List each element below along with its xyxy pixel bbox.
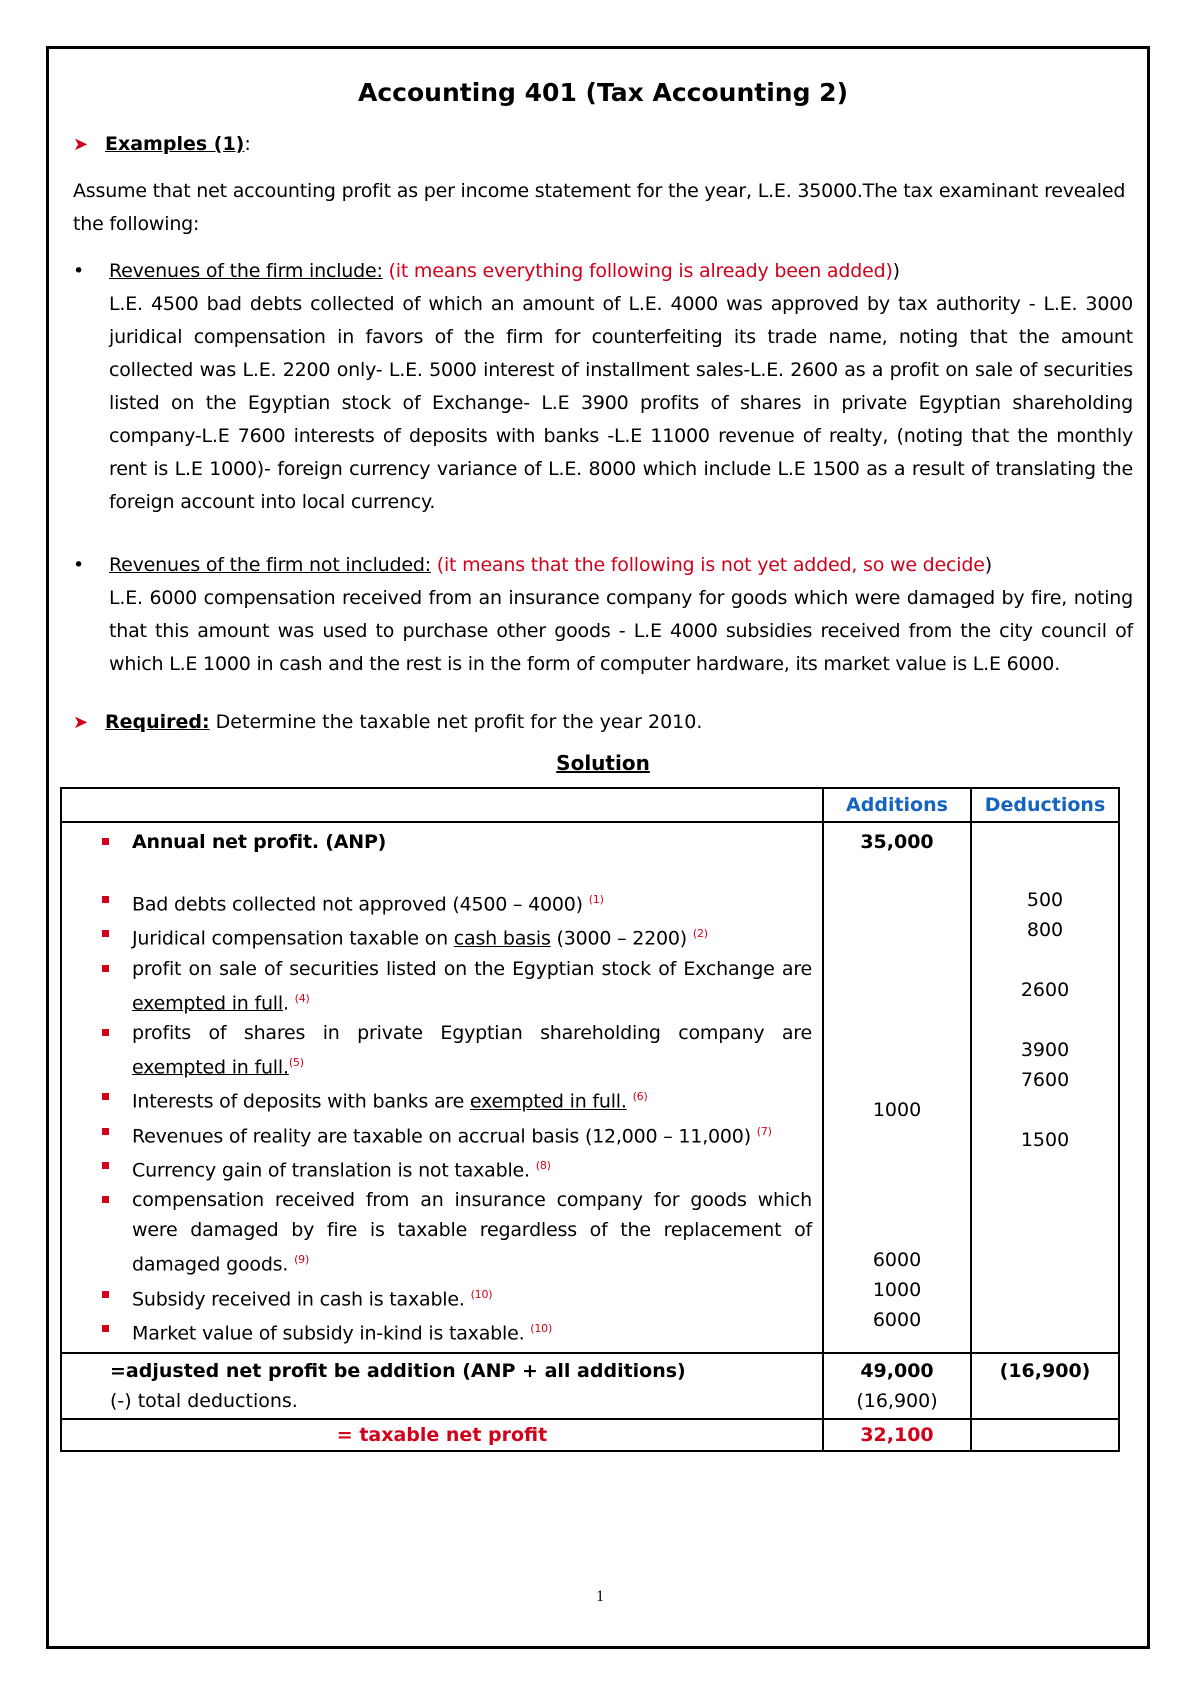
taxable-label: = taxable net profit — [61, 1419, 823, 1451]
addition-value: 6000 — [872, 1249, 922, 1271]
item-text-underlined: cash basis — [453, 927, 551, 950]
adjusted-additions-value: 49,000 — [860, 1360, 934, 1383]
list-item — [98, 1314, 812, 1348]
list-item — [98, 1082, 812, 1116]
footnote-marker: (10) — [530, 1321, 553, 1335]
taxable-row — [61, 1419, 1119, 1451]
description-cell — [61, 822, 823, 1353]
deduction-value: 800 — [1026, 919, 1064, 941]
list-item — [98, 1018, 812, 1082]
total-deductions-value: (16,900) — [856, 1390, 938, 1413]
required-row — [73, 711, 1133, 733]
anp-value: 35,000 — [860, 831, 934, 853]
item-text: (3000 – 2200) — [550, 927, 688, 950]
list-item — [98, 885, 812, 919]
taxable-value: 32,100 — [823, 1419, 971, 1451]
page-title: Accounting 401 (Tax Accounting 2) — [357, 78, 848, 107]
bullet-dot-icon: • — [73, 554, 85, 576]
item-text: Subsidy received in cash is taxable. — [132, 1287, 465, 1310]
list-item — [98, 919, 812, 953]
adjusted-label: =adjusted net profit be addition (ANP + all additions) — [110, 1360, 686, 1383]
square-bullet-icon — [98, 1117, 132, 1151]
item-text: Interests of deposits with banks are — [132, 1090, 470, 1113]
not-included-revenues-block — [73, 549, 1133, 681]
footnote-marker: (1) — [588, 893, 604, 906]
footnote-marker: (5) — [288, 1055, 304, 1069]
footnote-marker: (8) — [535, 1158, 551, 1172]
footnote-marker: (2) — [692, 927, 708, 941]
footnote-marker: (10) — [470, 1287, 493, 1301]
square-bullet-icon — [98, 954, 132, 1018]
not-included-body: L.E. 6000 compensation received from an insurance company for goods which were damaged by fire, noting that this amount was used to purchase other goods - L.E 4000 subsidies received from the city council of which L.E 1000 in cash and the rest is in the form of computer hardware, its market value is L.E 6000. — [109, 587, 1133, 675]
list-item — [98, 827, 812, 857]
item-text: . — [282, 991, 289, 1014]
not-included-note: (it means that the following is not yet added, so we decide — [436, 554, 985, 576]
adjusted-row — [61, 1353, 1119, 1419]
included-body: L.E. 4500 bad debts collected of which an amount of L.E. 4000 was approved by tax authority - L.E. 3000 juridical compensation in favors of the firm for counterfeiting its trade name, noting that the amount collected was L.E. 2200 only- L.E. 5000 interest of installment sales-L.E. 2600 as a profit on sale of securities listed on the Egyptian stock of Exchange- L.E 3900 profits of shares in private Egyptian shareholding company-L.E 7600 interests of deposits with banks -L.E 11000 revenue of realty, (noting that the monthly rent is L.E 1000)- foreign currency variance of L.E. 8000 which include L.E 1500 as a result of translating the foreign account into local currency. — [109, 293, 1133, 513]
item-text: compensation received from an insurance company for goods which were damaged by fire is taxable regardless of the replacement of damaged goods. — [132, 1189, 812, 1276]
solution-title: Solution — [556, 751, 650, 775]
included-note-close: ) — [892, 260, 900, 282]
not-included-label: Revenues of the firm not included: — [109, 554, 431, 576]
additions-cell — [823, 822, 971, 1353]
list-item — [98, 1280, 812, 1314]
square-bullet-icon — [98, 1314, 132, 1348]
arrow-bullet-icon: ➤ — [73, 712, 89, 733]
item-text-underlined: exempted in full. — [132, 1056, 289, 1079]
item-text: Bad debts collected not approved (4500 – 4000) — [132, 893, 583, 916]
square-bullet-icon — [98, 1082, 132, 1116]
square-bullet-icon — [98, 827, 132, 857]
intro-paragraph: Assume that net accounting profit as per income statement for the year, L.E. 35000.The tax examinant revealed the following: — [73, 180, 1126, 235]
document-body — [73, 70, 1133, 1452]
square-bullet-icon — [98, 919, 132, 953]
deduction-value: 2600 — [1020, 979, 1070, 1001]
table-header-row — [61, 788, 1119, 822]
examples-heading-row — [73, 133, 1133, 155]
item-text: Market value of subsidy in-kind is taxable. — [132, 1322, 525, 1345]
solution-table — [60, 787, 1120, 1452]
deduction-value: 7600 — [1020, 1069, 1070, 1091]
table-body-row — [61, 822, 1119, 1353]
footnote-marker: (9) — [294, 1253, 310, 1267]
square-bullet-icon — [98, 1018, 132, 1082]
examples-colon: : — [244, 133, 251, 155]
footnote-marker: (4) — [294, 991, 310, 1005]
list-item — [98, 1185, 812, 1279]
list-item — [98, 1151, 812, 1185]
item-text: Revenues of reality are taxable on accrual basis (12,000 – 11,000) — [132, 1124, 751, 1147]
square-bullet-icon — [98, 885, 132, 919]
required-text: Determine the taxable net profit for the year 2010. — [215, 711, 703, 733]
included-note: (it means everything following is already been added) — [388, 260, 893, 282]
deduction-value: 500 — [1026, 889, 1064, 911]
item-text-underlined: exempted in full. — [469, 1090, 627, 1113]
item-text: Juridical compensation taxable on — [132, 927, 454, 950]
total-deductions-label: (-) total deductions. — [110, 1390, 298, 1413]
item-text: profit on sale of securities listed on the Egyptian stock of Exchange are — [132, 957, 812, 980]
header-blank-cell — [61, 788, 823, 822]
examples-heading: Examples (1) — [105, 133, 245, 155]
additions-header: Additions — [823, 788, 971, 822]
addition-value: 6000 — [872, 1309, 922, 1331]
list-item — [98, 954, 812, 1018]
list-item — [98, 1117, 812, 1151]
item-text: Currency gain of translation is not taxable. — [132, 1159, 530, 1182]
deduction-value: 1500 — [1020, 1129, 1070, 1151]
addition-value: 1000 — [872, 1099, 922, 1121]
item-text-underlined: exempted in full — [132, 991, 283, 1014]
deduction-value: 3900 — [1020, 1039, 1070, 1061]
included-label: Revenues of the firm include: — [109, 260, 383, 282]
square-bullet-icon — [98, 1280, 132, 1314]
included-revenues-block — [73, 255, 1133, 519]
square-bullet-icon — [98, 1151, 132, 1185]
anp-label: Annual net profit. (ANP) — [132, 831, 387, 853]
arrow-bullet-icon: ➤ — [73, 134, 89, 155]
footnote-marker: (7) — [756, 1124, 772, 1138]
deductions-header: Deductions — [971, 788, 1119, 822]
required-label: Required: — [105, 711, 210, 733]
footnote-marker: (6) — [632, 1090, 648, 1104]
page-number: 1 — [596, 1588, 604, 1605]
adjusted-deductions-value: (16,900) — [999, 1360, 1091, 1383]
addition-value: 1000 — [872, 1279, 922, 1301]
square-bullet-icon — [98, 1185, 132, 1279]
not-included-note-close: ) — [984, 554, 992, 576]
item-text: profits of shares in private Egyptian shareholding company are — [132, 1021, 812, 1044]
bullet-dot-icon: • — [73, 260, 85, 282]
deductions-cell — [971, 822, 1119, 1353]
